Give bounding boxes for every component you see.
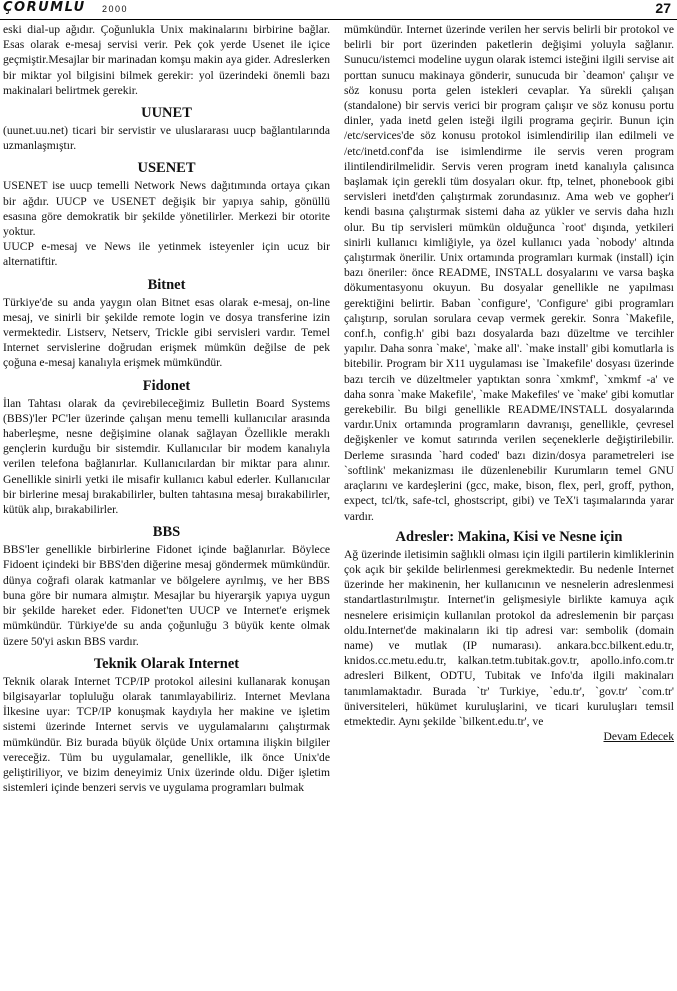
page-number: 27 xyxy=(655,0,671,16)
tcpip-paragraph: Teknik olarak Internet TCP/IP protokol ailesini kullanarak konuşan bilgisayarlar topluluğu olarak tanımlayabiliriz. Internet Mevlana İlkesine uyar: TCP/IP konuşmak kaydıyla her makine ve işletim sistemi üzerinde Internet servis ve uygulamalarını çalıştırmak mümkündür. Biz burada büyük ölçüde Unix ortamına ilişkin bilgiler vereceğiz. Tüm bu uygulamalar, genellikle, ilk önce Unix'de geliştiriliyor, ve bizim deneyimiz Unix üzerinde oldu. Diğer işletim sistemleri içinde benzeri servis ve uygulama programları bulmak xyxy=(3,674,330,795)
addresses-paragraph: Ağ üzerinde iletisimin sağlıkli olması için ilgili partilerin kimliklerinin çok açık bir şekilde belirlenmesi gerekmektedir. Bu nedenle Internet üzerinde her makinenin, her kullanıcının ve nesnelerin adreslenmesi standartlastırılmıştır. Internet'in gelişmesiyle birlikte kamuya açık nesnelere erisimiçin kullanılan protokol da adreslemenin bir parçası oldu.Internet'de makinaların iki tip adresi var: sembolik (domain name) ve mutlak (IP numarası). ankara.bcc.bilkent.edu.tr, knidos.cc.metu.edu.tr, kalkan.tetm.tubitak.gov.tr, apollo.info.com.tr adresleri Bilkent, ODTU, Tubitak ve Info'da ilgili makinaları tanımlamaktadır. Burada `tr' Turkiye, `edu.tr', `gov.tr' `com.tr' üniversiteleri, hükümet kuruluşlarini, ve ticari kuruluşları temsil etmektedir. Aynı şekilde `bilkent.edu.tr', ve xyxy=(344,547,674,728)
continued-label: Devam Edecek xyxy=(603,730,674,744)
right-column xyxy=(344,22,674,991)
fidonet-paragraph: İlan Tahtası olarak da çevirebileceğimiz Bulletin Board Systems (BBS)'ler PC'ler üzerinde çalışan menu temelli kullanıcılar arasında haberleşme, nesne değişimine olanak sağlayan Özellikle meraklı gençlerin kurduğu bir sistemdir. Kullanıcılar bir modem kanalıyla verilen telefona bağlanırlar. Kullanıcılardan bir miktar para alınır. Genellikle sinirli yetki ile misafir kullanıcı kabul ederler. Kullanıcılar bir birlerine mesaj bırakabilirler, bulten tahtasına mesaj bırakabilirler, kütük alıp, bırakabilirler. xyxy=(3,396,330,517)
usenet-paragraph-2: UUCP e-mesaj ve News ile yetinmek isteyenler için ucuz bir alternatiftir. xyxy=(3,240,330,269)
left-column xyxy=(3,22,330,991)
bitnet-paragraph: Türkiye'de su anda yaygın olan Bitnet esas olarak e-mesaj, on-line mesaj, ve sinirli bir şekilde remote login ve dosya transferine izin vermektedir. Listserv, Netserv, Trickle gibi servisleri vardır. Temel Internet servislerine doğrudan erişmek mümkün değilse de pek çoğuna e-mesaj kanalıyla erişmek mümkündür. xyxy=(3,295,330,370)
magazine-logo: ÇORUMLU xyxy=(3,0,86,15)
continued-note xyxy=(344,729,674,744)
intro-paragraph: eski dial-up ağıdır. Çoğunlukla Unix makinalarını birbirine bağlar. Esas olarak e-mesaj servisi verir. Pek çok yerde Usenet ile içice geçmiştir.Mesajlar bir marinadan komşu makin aya gider. Adreslerken bir miktar yol bilgisini bilmek gerekir: yol üzerindeki önemli bazı makinalari belirtmek gerekir. xyxy=(3,23,330,97)
header-rule xyxy=(0,19,677,20)
tcpip-heading: Teknik Olarak Internet xyxy=(93,655,240,672)
uunet-heading: UUNET xyxy=(141,105,192,122)
page-header xyxy=(0,0,677,19)
fidonet-heading: Fidonet xyxy=(142,377,191,394)
magazine-year: 2000 xyxy=(102,4,129,14)
usenet-paragraph-1: USENET ise uucp temelli Network News dağıtımında ortaya çıkan bir ağdır. UUCP ve USENET değişik bir yapıya sahip, gönüllü esasına göre demokratik bir şekilde yönetilirler. Merkezi bir otorite yoktur. xyxy=(3,179,330,239)
bbs-heading: BBS xyxy=(152,524,181,541)
addresses-heading: Adresler: Makina, Kisi ve Nesne için xyxy=(395,528,623,545)
bbs-paragraph: BBS'ler genellikle birbirlerine Fidonet içinde bağlanırlar. Böylece Fidoent içindeki bir BBS'den diğerine mesaj göndermek mümkündür. dünya coğrafi olarak katmanlar ve bölgelere ayrılmış, ve her BBS buna göre bir numara almıştır. Mesajlar bu hiyerarşik yapıya uygun bir şekilde hareket eder. Fidonet'ten UUCP ve Internet'e erişmek mümkündür. Türkiye'de su anda çoğunluğu 3 büyük kente olmak üzere 50'yi askın BBS vardır. xyxy=(3,543,330,648)
servers-paragraph: mümkündür. Internet üzerinde verilen her servis belirli bir protokol ve belirli bir port üzerinden paketlerin değişimi yoluyla sağlanır. Sunucu/istemci modeline uygun olarak istemci isteğini ilgili servise ait porttan sunucu makinaya gönderir, sunucuda bir `deamon' çalışır ve söz konusu porta gelen istekleri cevaplar. Ya sürekli çalışan (standalone) bir servis verici bir program çalışır ve söz konusu portu dinler, yada inetd gelen isteği ilgili programa geçirir. Bunun için /etc/services'de söz konusu protokol isimlendirilip ilan edilmeli ve /etc/inetd.conf'da ise isimlendirme ile servis veren program ilintilendirilmelidir. Servis veren program inetd kanalıyla çalısınca başlamak için gerekli tüm dosyaları okur. ftp, telnet, phonebook gibi servisleri inetd'den çalıştırmak zorundasınız. Ama web ve gopher'i kendi basına çalıştırmak sistemi daha az yükler ve servis daha hızlı olur. Bu tip servisleri mümkün olduğunca `root' dışında, yetkileri sinirli kullanıcı kimliğiyle, ya özel kullanıcı yada `nobody' altında çalıştırmak önerilir. Unix ortamında programları kurmak (install) için bazı öneriler: önce README, INSTALL dosyalarını ve varsa başka dökumentasyonu okuyun. Bu dosyalar genellikle ne yapılması gerektiğini belirtir. Baban `configure', 'Configure' gibi programları çalıştırıp, sorulan sorulara cevap vermek gerekir. Sonra `Makefile, conf.h, config.h' gibi bazı dosyalarda bazı düzeltme ve tercihler yapılır. Daha sonra `make', `make all'. `make install' gibi komutlarla is bitebilir. Program bir X11 uygulaması ise `Imakefile' dosyası üzerinde bazı tercih ve düzeltmeler yaptıktan sonra `xmkmf', `xmkmf -a' ve daha sonra `make Makefile', `make Makefiles' ve `make' gibi komutlar gerekebilir. Bu bilgi genellikle README/INSTALL dosyalarında vardır.Unix ortamında programların davranışı, genellikle, çevresel değişkenler ve komut satırında verilen seçeneklerle değiştirilebilir. Derleme sırasında `hard coded' bazı dizin/dosya parametreleri ise `softlink' mekanizması ile düzenlenebilir Kurumların temel GNU araçlarını ve kardeşlerini (gcc, make, bison, flex, perl, groff, python, expect, tcl/tk, safe-tcl, ghostscript, gibi) ve TeX'i taşımalarında yarar vardır. xyxy=(344,23,674,523)
uunet-paragraph: (uunet.uu.net) ticari bir servistir ve uluslararası uucp bağlantılarında uzmanlaşmıştır. xyxy=(3,124,330,153)
bitnet-heading: Bitnet xyxy=(147,276,186,293)
usenet-heading: USENET xyxy=(137,160,196,177)
